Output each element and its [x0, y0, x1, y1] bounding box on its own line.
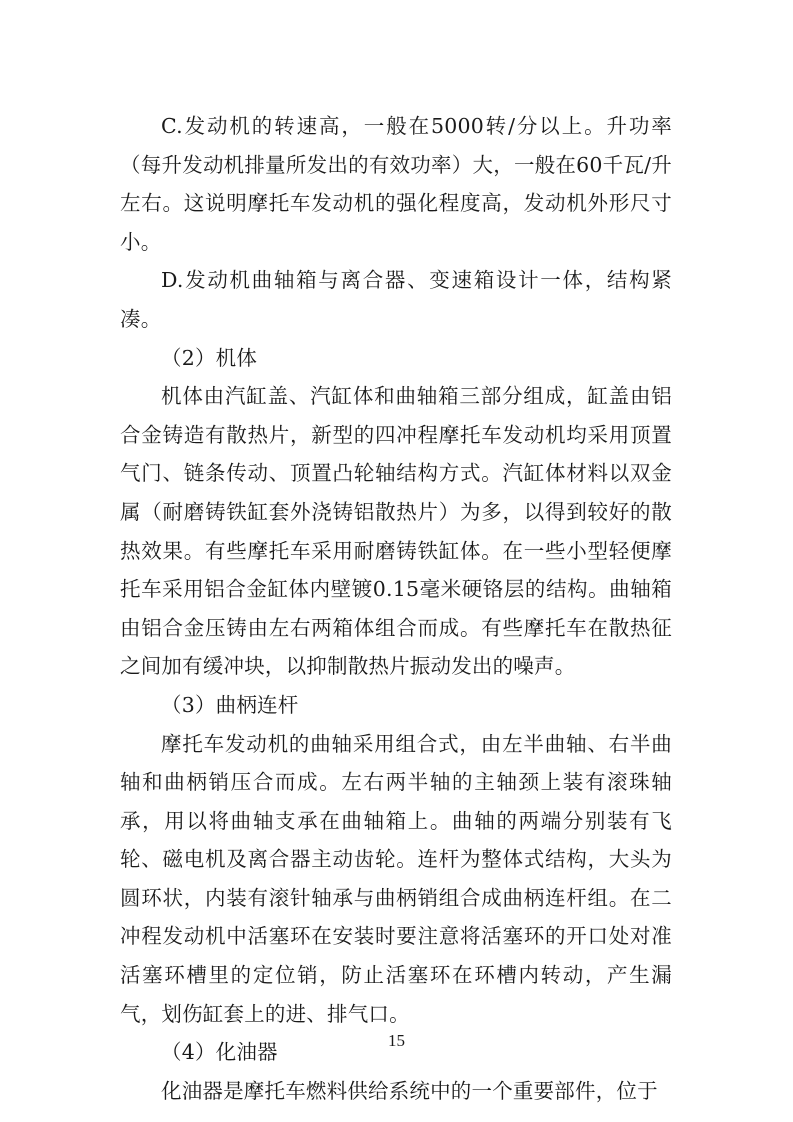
section-heading-carburetor: （4）化油器 [161, 1040, 278, 1065]
paragraph-crank-connecting-rod: 摩托车发动机的曲轴采用组合式，由左半曲轴、右半曲轴和曲柄销压合而成。左右两半轴的主轴颈上装有滚珠轴承，用以将曲轴支承在曲轴箱上。曲轴的两端分别装有飞轮、磁电机及离合器主动齿轮。连杆为整体式结构，大头为圆环状，内装有滚针轴承与曲柄销组合成曲柄连杆组。在二冲程发动机中活塞环在安装时要注意将活塞环的开口处对准活塞环槽里的定位销，防止活塞环在环槽内转动，产生漏气，划伤缸套上的进、排气口。 [120, 731, 672, 1026]
page-number: 15 [388, 1031, 405, 1050]
page-body [120, 107, 672, 1110]
section-heading-crank-connecting-rod: （3）曲柄连杆 [161, 692, 299, 717]
paragraph-crankcase-design: D.发动机曲轴箱与离合器、变速箱设计一体，结构紧凑。 [120, 268, 672, 331]
paragraph-carburetor: 化油器是摩托车燃料供给系统中的一个重要部件，位于 [161, 1078, 658, 1103]
paragraph-engine-speed: C.发动机的转速高，一般在5000转/分以上。升功率（每升发动机排量所发出的有效功率）大，一般在60千瓦/升左右。这说明摩托车发动机的强化程度高，发动机外形尺寸小。 [120, 114, 672, 254]
paragraph-engine-body: 机体由汽缸盖、汽缸体和曲轴箱三部分组成，缸盖由铝合金铸造有散热片，新型的四冲程摩托车发动机均采用顶置气门、链条传动、顶置凸轮轴结构方式。汽缸体材料以双金属（耐磨铸铁缸套外浇铸铝散热片）为多，以得到较好的散热效果。有些摩托车采用耐磨铸铁缸体。在一些小型轻便摩托车采用铝合金缸体内壁镀0.15毫米硬铬层的结构。曲轴箱由铝合金压铸由左右两箱体组合而成。有些摩托车在散热征之间加有缓冲块，以抑制散热片振动发出的噪声。 [120, 384, 672, 679]
section-heading-engine-body: （2）机体 [161, 345, 258, 370]
